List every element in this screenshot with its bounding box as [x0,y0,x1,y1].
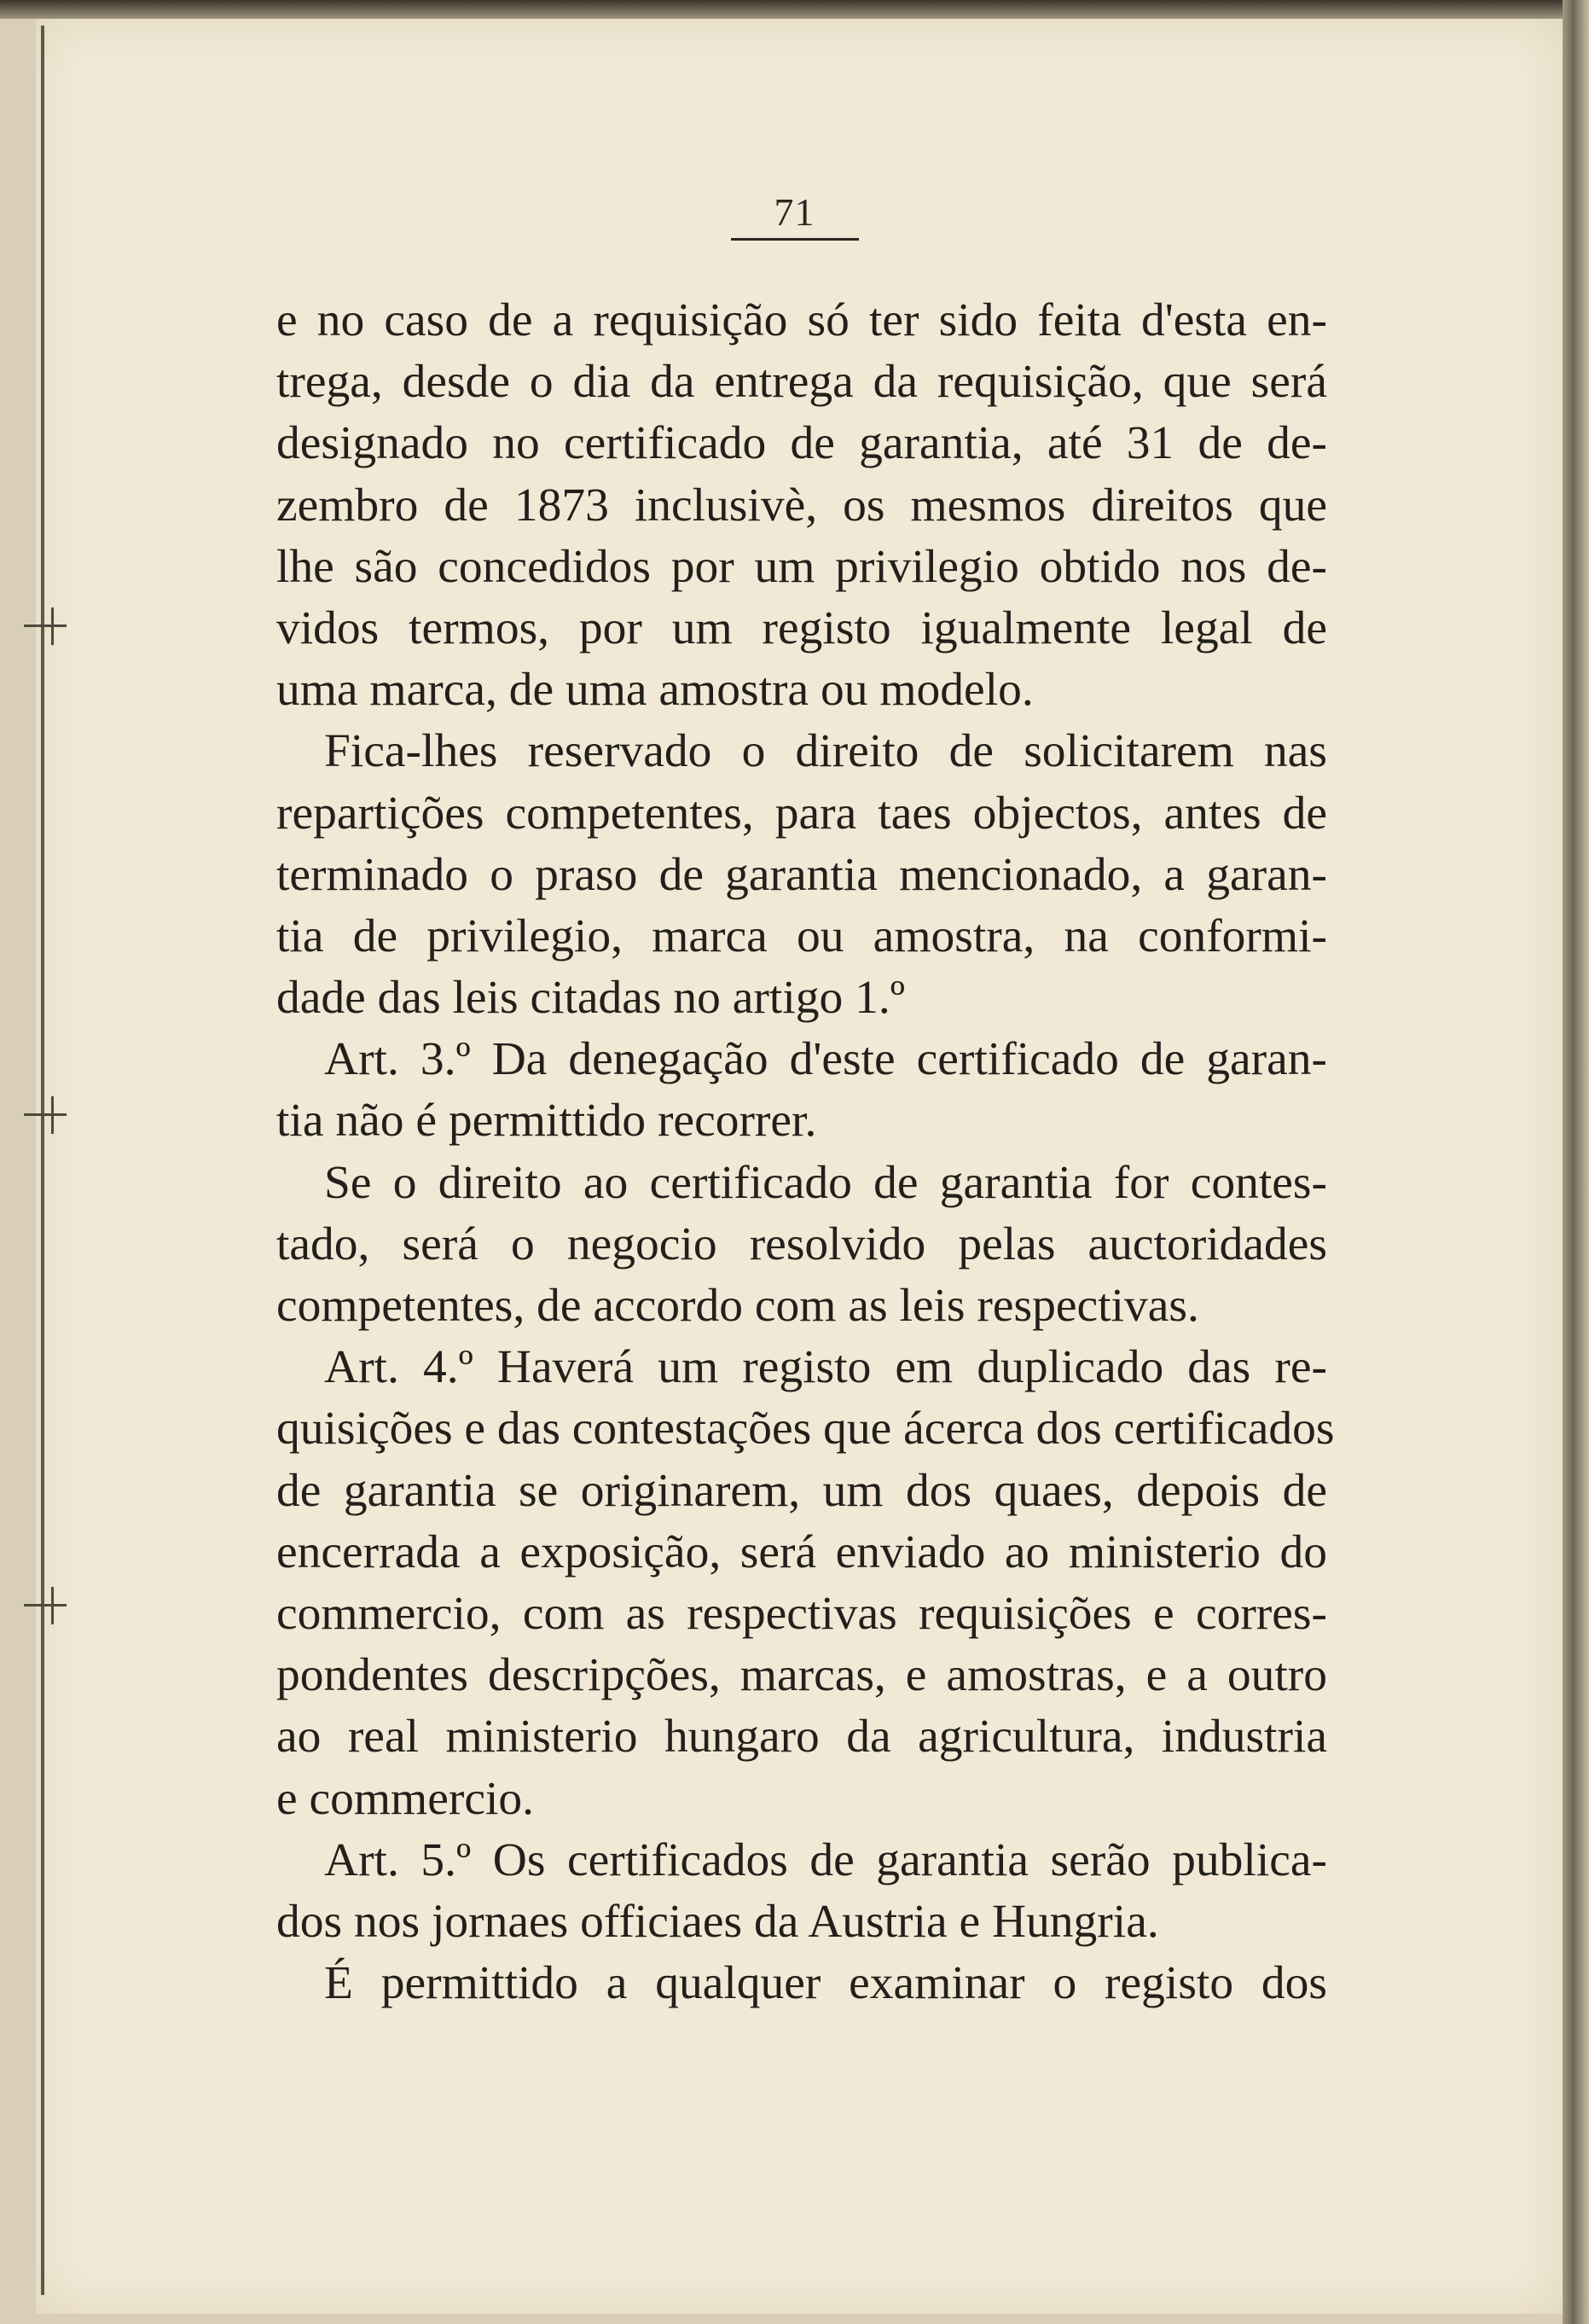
page-body-text [276,290,1335,2014]
text-line: designado no certificado de garantia, até 31 de de- [276,417,1327,470]
page-right-edge [1563,0,1589,2324]
binding-rule [41,26,44,2295]
text-line: Art. 3.º Da denegação d'este certificado de garan- [324,1033,1327,1086]
margin-tick [51,1587,54,1624]
text-line: repartições competentes, para taes objectos, antes de [276,787,1327,840]
text-line: encerrada a exposição, será enviado ao ministerio do [276,1525,1327,1578]
text-line: zembro de 1873 inclusivè, os mesmos direitos que [276,479,1327,532]
margin-tick [24,1113,67,1116]
text-line: tado, será o negocio resolvido pelas auctoridades [276,1217,1327,1270]
margin-tick [51,607,54,645]
page-number: 71 [731,189,859,241]
text-line: dos nos jornaes officiaes da Austria e Hungria. [276,1895,1159,1948]
text-line: tia não é permittido recorrer. [276,1095,817,1147]
text-line: Art. 5.º Os certificados de garantia serão publica- [324,1833,1327,1886]
margin-tick [24,625,67,627]
page-top-edge [0,0,1589,19]
text-line: pondentes descripções, marcas, e amostras, e a outro [276,1649,1327,1702]
text-line: ao real ministerio hungaro da agricultura, industria [276,1711,1327,1763]
text-line: Art. 4.º Haverá um registo em duplicado das re- [324,1341,1327,1394]
margin-tick [51,1096,54,1134]
text-line: tia de privilegio, marca ou amostra, na conformi- [276,909,1327,962]
text-line: lhe são concedidos por um privilegio obtido nos de- [276,540,1327,593]
text-line: terminado o praso de garantia mencionado, a garan- [276,848,1327,901]
margin-tick [24,1604,67,1606]
text-line: dade das leis citadas no artigo 1.º [276,972,905,1025]
text-line: competentes, de accordo com as leis respectivas. [276,1280,1199,1332]
text-line: vidos termos, por um registo igualmente legal de [276,601,1327,654]
text-line: quisições e das contestações que ácerca dos certificados [276,1403,1335,1455]
text-line: trega, desde o dia da entrega da requisição, que será [276,356,1327,409]
text-line: Se o direito ao certificado de garantia for contes- [324,1156,1327,1209]
text-line: uma marca, de uma amostra ou modelo. [276,664,1034,717]
page-header [0,189,1589,241]
text-line: É permittido a qualquer examinar o registo dos [324,1957,1327,2010]
text-line: e no caso de a requisição só ter sido feita d'esta en- [276,294,1327,346]
text-line: e commercio. [276,1772,535,1825]
text-line: Fica-lhes reservado o direito de solicitarem nas [324,725,1327,778]
text-line: commercio, com as respectivas requisições e corres- [276,1587,1327,1640]
text-line: de garantia se originarem, um dos quaes, depois de [276,1464,1327,1517]
